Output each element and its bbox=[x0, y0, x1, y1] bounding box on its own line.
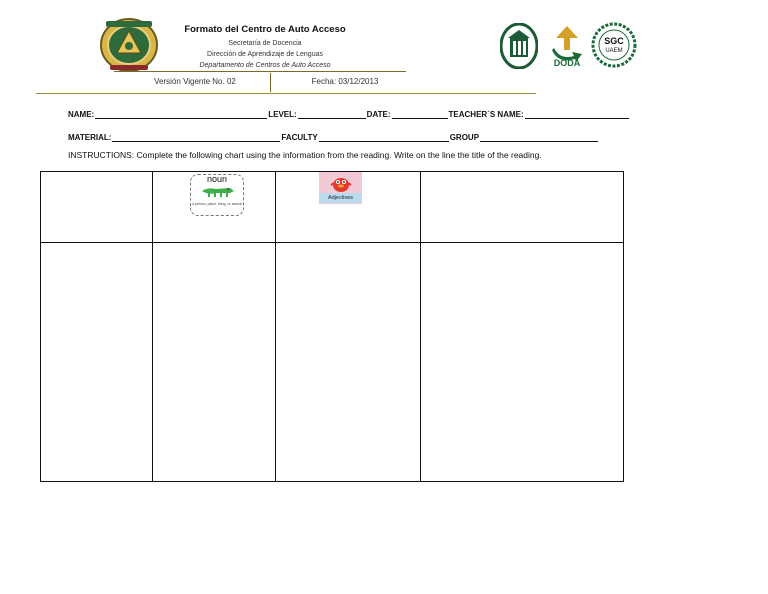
header-secretaria: Secretaría de Docencia bbox=[228, 40, 302, 47]
instructions-text: INSTRUCTIONS: Complete the following chart using the information from the reading. Write on the line the title of the reading. bbox=[68, 150, 542, 160]
name-field[interactable] bbox=[95, 110, 267, 119]
noun-card-subtext: a person, place, thing, or animal bbox=[192, 202, 242, 206]
group-field[interactable] bbox=[480, 133, 598, 142]
form-row-1 bbox=[68, 110, 630, 119]
name-label: NAME: bbox=[68, 110, 95, 119]
header-direccion: Dirección de Aprendizaje de Lenguas bbox=[207, 51, 323, 58]
noun-card-word: noun bbox=[206, 174, 228, 184]
teacher-label: TEACHER´S NAME: bbox=[448, 110, 524, 119]
table-row-divider bbox=[40, 242, 624, 243]
header-departamento: Departamento de Centros de Auto Acceso bbox=[199, 62, 331, 69]
teacher-field[interactable] bbox=[525, 110, 629, 119]
faculty-field[interactable] bbox=[319, 133, 449, 142]
header-separator bbox=[270, 73, 271, 92]
table-column-divider bbox=[420, 171, 421, 482]
group-label: GROUP bbox=[449, 133, 480, 142]
header-rule bbox=[114, 71, 406, 72]
sgc-text: SGC bbox=[604, 36, 624, 46]
faculty-label: FACULTY bbox=[281, 133, 318, 142]
table-column-divider bbox=[152, 171, 153, 482]
doda-label: DODA bbox=[553, 58, 581, 68]
header-bottom-rule bbox=[36, 93, 536, 94]
chart-table bbox=[40, 171, 624, 482]
date-label: DATE: bbox=[366, 110, 391, 119]
header-title: Formato del Centro de Auto Acceso bbox=[184, 24, 346, 35]
material-label: MATERIAL: bbox=[68, 133, 112, 142]
building-seal-logo bbox=[500, 23, 538, 69]
form-row-2 bbox=[68, 133, 599, 142]
table-column-divider bbox=[275, 171, 276, 482]
material-field[interactable] bbox=[112, 133, 280, 142]
university-crest-logo bbox=[98, 15, 160, 73]
uaem-text: UAEM bbox=[605, 48, 623, 54]
level-field[interactable] bbox=[298, 110, 366, 119]
date-field[interactable] bbox=[392, 110, 448, 119]
crocodile-icon bbox=[200, 184, 236, 198]
version-text: Versión Vigente No. 02 bbox=[154, 77, 236, 86]
red-monster-icon bbox=[325, 173, 357, 193]
adjectives-card-label: Adjectives bbox=[319, 193, 362, 203]
sgc-uaem-logo bbox=[591, 22, 637, 68]
fecha-text: Fecha: 03/12/2013 bbox=[311, 77, 379, 86]
level-label: LEVEL: bbox=[268, 110, 297, 119]
